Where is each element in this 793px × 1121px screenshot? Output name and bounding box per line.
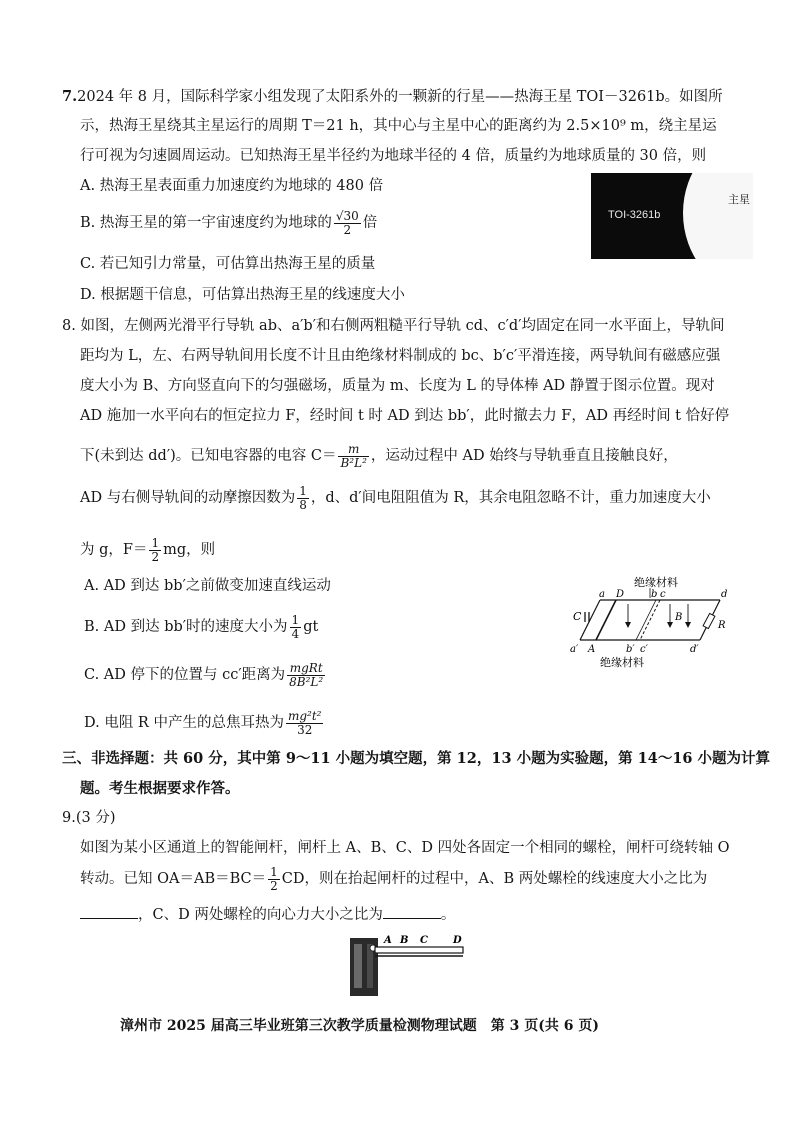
label-b: b — [651, 589, 658, 600]
insulator-bottom-label: 绝缘材料 — [600, 656, 644, 669]
q8-option-c: C. AD 停下的位置与 cc′距离为 $\frac{\text{mgRt}}{\text{8B²L²}}$ — [84, 661, 324, 689]
q8-line2: 距均为 L，左、右两导轨间用长度不计且由绝缘材料制成的 bc、b′c′平滑连接，两导轨间有磁感应强 — [80, 348, 721, 364]
section3-line2: 题。考生根据要求作答。 — [80, 780, 240, 797]
q8-line7: 为 g，F＝ $\frac{1}{2}$ mg，则 — [80, 536, 216, 564]
q7-option-c: C. 若已知引力常量，可估算出热海王星的质量 — [80, 256, 376, 272]
planet-photo — [591, 173, 753, 259]
gate-label-A: A — [384, 935, 392, 946]
gate-label-D: D — [453, 935, 462, 946]
q8-line3: 度大小为 B、方向竖直向下的匀强磁场，质量为 m、长度为 L 的导体棒 AD 静置于图示位置。现对 — [80, 378, 715, 394]
q7-option-d: D. 根据题干信息，可估算出热海王星的线速度大小 — [80, 287, 405, 303]
q7-line2: 示，热海王星绕其主星运行的周期 T＝21 h，其中心与主星中心的距离约为 2.5×10⁹ m，绕主星运 — [80, 118, 717, 134]
answer-blank-1[interactable] — [80, 906, 138, 919]
q9-head: 9.(3 分) — [62, 810, 116, 826]
q7-option-a: A. 热海王星表面重力加速度约为地球的 480 倍 — [80, 178, 384, 194]
label-c: c — [660, 589, 666, 600]
rail-circuit-figure — [560, 570, 740, 670]
q7-line1: 7.2024 年 8 月，国际科学家小组发现了太阳系外的一颗新的行星——热海王星 TOI－3261b。如图所 — [62, 88, 723, 105]
host-star-label: 主星 — [728, 193, 750, 206]
label-d: d — [721, 589, 728, 600]
host-star-shape — [683, 173, 753, 259]
q7-line3: 行可视为匀速圆周运动。已知热海王星半径约为地球半径的 4 倍，质量约为地球质量的 30 倍，则 — [80, 148, 707, 164]
label-B: B — [675, 612, 683, 623]
q9-line3: ，C、D 两处螺栓的向心力大小之比为 。 — [80, 906, 455, 924]
insulator-top-label: 绝缘材料 — [634, 576, 678, 589]
page-footer: 漳州市 2025 届高三毕业班第三次教学质量检测物理试题 第 3 页(共 6 页) — [120, 1018, 599, 1034]
label-a-prime: a′ — [570, 644, 579, 655]
answer-blank-2[interactable] — [383, 906, 441, 919]
barrier-gate-figure — [345, 930, 470, 998]
q7-option-b: B. 热海王星的第一宇宙速度约为地球的 $\frac{√30}{2}$ 倍 — [80, 209, 378, 237]
q9-line2: 转动。已知 OA＝AB＝BC＝ $\frac{1}{2}$ CD，则在抬起闸杆的过程中，A、B 两处螺栓的线速度大小之比为 — [80, 865, 708, 893]
label-D: D — [616, 589, 625, 600]
q8-line4: AD 施加一水平向右的恒定拉力 F，经时间 t 时 AD 到达 bb′，此时撤去力 F，AD 再经时间 t 恰好停 — [80, 408, 730, 424]
q8-option-b: B. AD 到达 bb′时的速度大小为 $\frac{1}{4}$ gt — [84, 613, 319, 641]
section3-line1: 三、非选择题：共 60 分，其中第 9～11 小题为填空题，第 12，13 小题为实验题，第 14～16 小题为计算 — [62, 750, 771, 767]
gate-label-C: C — [420, 935, 428, 946]
label-c-prime: c′ — [640, 644, 648, 655]
q8-line1: 8. 如图，左侧两光滑平行导轨 ab、a′b′和右侧两粗糙平行导轨 cd、c′d′均固定在同一水平面上，导轨间 — [62, 318, 725, 334]
q9-line1: 如图为某小区通道上的智能闸杆，闸杆上 A、B、C、D 四处各固定一个相同的螺栓，闸杆可绕转轴 O — [80, 840, 730, 856]
label-C: C — [573, 610, 582, 623]
q8-option-d: D. 电阻 R 中产生的总焦耳热为 $\frac{\text{mg²t²}}{32}$ — [84, 709, 322, 737]
gate-label-B: B — [400, 935, 409, 946]
label-A: A — [588, 644, 596, 655]
label-b-prime: b′ — [626, 644, 635, 655]
label-a: a — [599, 589, 605, 600]
q8-line5: 下(未到达 dd′)。已知电容器的电容 C＝ $\frac{m}{\text{B²L²}}$ ，运动过程中 AD 始终与导轨垂直且接触良好， — [80, 442, 678, 470]
q8-line6: AD 与右侧导轨间的动摩擦因数为 $\frac{1}{8}$ ，d、d′间电阻阻值为 R，其余电阻忽略不计，重力加速度大小 — [80, 484, 711, 512]
q8-option-a: A. AD 到达 bb′之前做变加速直线运动 — [84, 578, 331, 594]
planet-label: TOI-3261b — [608, 209, 661, 221]
label-R: R — [718, 620, 726, 631]
label-d-prime: d′ — [690, 644, 699, 655]
